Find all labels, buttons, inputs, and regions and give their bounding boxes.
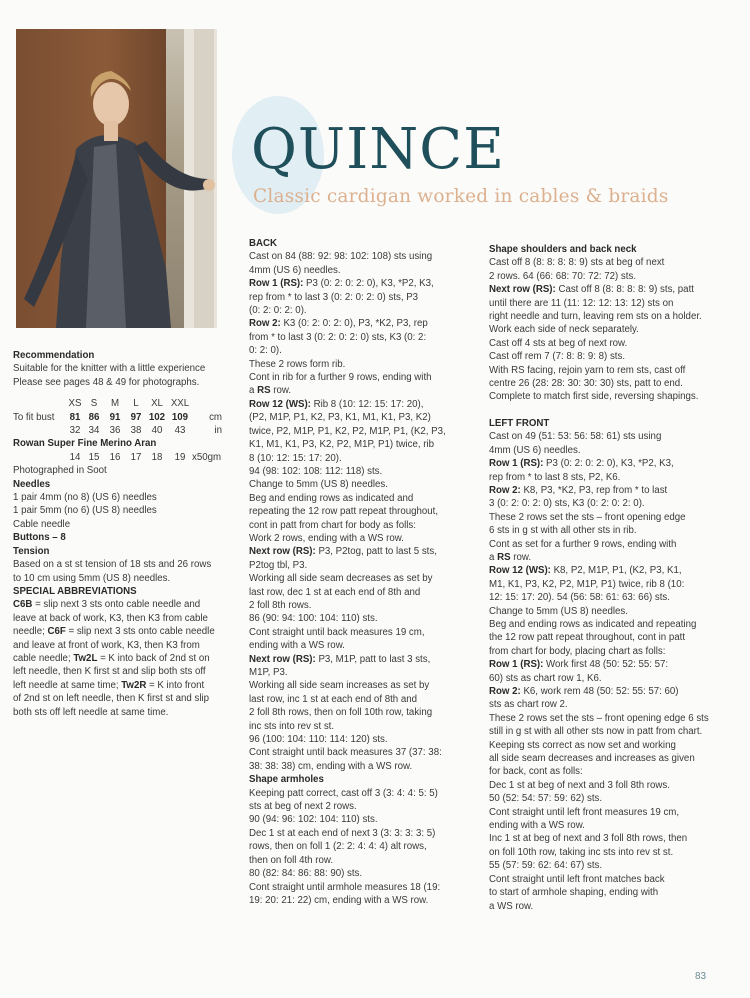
- instruction-line: Keeping patt correct, cast off 3 (3: 4: 4: 5: 5): [249, 787, 438, 799]
- yarn-table: [13, 451, 222, 464]
- instruction-line: These 2 rows form rib.: [249, 358, 346, 370]
- instruction-line: then on foll 4th row.: [249, 854, 334, 866]
- instruction-line: Next row (RS): Cast off 8 (8: 8: 8: 8: 9) sts, patt: [489, 284, 694, 296]
- instruction-line: 86 (90: 94: 100: 104: 110) sts.: [249, 613, 378, 625]
- left-front-heading: LEFT FRONT: [489, 417, 550, 429]
- size-label: XL: [151, 398, 163, 410]
- instruction-line: C6B = slip next 3 sts onto cable needle and: [13, 599, 201, 611]
- instruction-line: on foll 10th row, taking inc sts into rev st st.: [489, 846, 674, 858]
- abbreviations-list: [13, 598, 235, 719]
- armholes-instructions: [249, 787, 467, 908]
- model-photo: [16, 29, 217, 328]
- instruction-line: leave at back of work, K3, then K3 from cable: [13, 612, 208, 624]
- instruction-line: a RS row.: [249, 385, 292, 397]
- instruction-line: 19: 20: 21: 22) cm, ending with a WS row.: [249, 894, 429, 906]
- instruction-line: inc sts into rev st st.: [249, 720, 335, 732]
- fit-bust-in: 32: [69, 425, 81, 437]
- instruction-line: Cont straight until armhole measures 18 (19:: [249, 881, 441, 893]
- instruction-line: 50 (52: 54: 57: 59: 62) sts.: [489, 793, 603, 805]
- instruction-line: 55 (57: 59: 62: 64: 67) sts.: [489, 860, 603, 872]
- instruction-line: Beg and ending rows as indicated and: [249, 492, 414, 504]
- instruction-line: still in g st with all other sts now in patt from chart.: [489, 726, 703, 738]
- instruction-line: Row 2: K6, work rem 48 (50: 52: 55: 57: 60): [489, 686, 679, 697]
- instruction-line: left needle, then K first st and slip both sts off: [13, 666, 206, 678]
- fit-bust-in: 36: [109, 425, 121, 437]
- instruction-line: ending with a WS row.: [489, 820, 585, 832]
- instruction-line: repeating the 12 row patt repeat throughout,: [249, 506, 439, 518]
- instruction-line: 96 (100: 104: 110: 114: 120) sts.: [249, 734, 388, 746]
- yarn-shade: Photographed in Soot: [13, 465, 107, 477]
- instruction-line: 0: 2: 0).: [249, 345, 282, 357]
- instruction-line: sts as chart row 2.: [489, 699, 568, 711]
- instruction-line: M1P, P3.: [249, 667, 288, 678]
- shoulders-heading: Shape shoulders and back neck: [489, 244, 637, 255]
- instruction-line: Cast off 4 sts at beg of next row.: [489, 337, 628, 349]
- instruction-line: 2 foll 8th rows.: [249, 599, 312, 611]
- instruction-line: right needle and turn, leaving rem sts on a holder.: [489, 311, 702, 323]
- instruction-line: cable needle; Tw2L = K into back of 2nd st on: [13, 652, 210, 664]
- instruction-line: 94 (98: 102: 108: 112: 118) sts.: [249, 465, 383, 477]
- size-label: XS: [68, 398, 82, 410]
- size-label: L: [133, 398, 139, 410]
- fit-bust-in: 43: [174, 425, 186, 437]
- right-column: [489, 243, 714, 913]
- tension-line: to 10 cm using 5mm (US 8) needles.: [13, 572, 171, 584]
- instruction-line: 12: 15: 17: 20). 54 (56: 58: 61: 63: 66) sts.: [489, 592, 670, 604]
- yarn-heading: Rowan Super Fine Merino Aran: [13, 438, 157, 450]
- back-heading: BACK: [249, 238, 277, 249]
- instruction-line: from chart for body, placing chart as folls:: [489, 645, 666, 657]
- instruction-line: 2 rows. 64 (66: 68: 70: 72: 72) sts.: [489, 270, 637, 282]
- instruction-line: for back, cont as folls:: [489, 766, 583, 778]
- instruction-line: With RS facing, rejoin yarn to rem sts, cast off: [489, 364, 686, 376]
- instruction-line: These 2 rows set the sts – front opening edge 6 sts: [489, 712, 709, 724]
- instruction-line: needle; C6F = slip next 3 sts onto cable needle: [13, 626, 215, 638]
- instruction-line: Next row (RS): P3, P2tog, patt to last 5 sts,: [249, 546, 437, 558]
- instruction-line: Row 1 (RS): Work first 48 (50: 52: 55: 57:: [489, 659, 669, 671]
- instruction-line: (P2, M1P, P1, K2, P3, K1, M1, K1, P3, K2): [249, 412, 431, 424]
- instruction-line: Dec 1 st at beg of next and 3 foll 8th rows.: [489, 779, 670, 791]
- instruction-line: (0: 2: 0: 2: 0).: [249, 305, 307, 317]
- fit-bust-in: 34: [88, 425, 100, 437]
- recommendation-line: Please see pages 48 & 49 for photographs.: [13, 376, 200, 388]
- instruction-line: from * to last 3 (0: 2: 0: 2: 0) sts, K3 (0: 2:: [249, 331, 427, 343]
- fit-bust-cm: 86: [88, 411, 100, 423]
- yarn-count-row: [13, 451, 222, 464]
- fit-bust-cm: 91: [109, 411, 121, 423]
- size-table: [13, 397, 222, 437]
- instruction-line: all side seam decreases and increases as given: [489, 753, 695, 765]
- tension-heading: Tension: [13, 545, 50, 557]
- recommendation-line: Suitable for the knitter with a little experience: [13, 363, 206, 375]
- page-subtitle: Classic cardigan worked in cables & braids: [253, 186, 669, 207]
- instruction-line: Working all side seam increases as set by: [249, 680, 430, 692]
- instruction-line: 4mm (US 6) needles.: [489, 444, 581, 456]
- instruction-line: 2 foll 8th rows, then on foll 10th row, taking: [249, 707, 433, 719]
- back-instructions: [249, 250, 467, 773]
- fit-bust-cm: 81: [69, 411, 81, 423]
- instruction-line: Keeping sts correct as now set and working: [489, 739, 676, 751]
- instruction-line: until there are 11 (11: 12: 12: 13: 12) sts on: [489, 297, 674, 309]
- instruction-line: Cont in rib for a further 9 rows, ending with: [249, 372, 432, 384]
- yarn-count: 15: [88, 451, 100, 463]
- left-column: [13, 349, 235, 719]
- recommendation-heading: Recommendation: [13, 350, 95, 361]
- instruction-line: rows, then on foll 1 (2: 2: 4: 4: 4) alt rows,: [249, 841, 427, 853]
- instruction-line: Inc 1 st at beg of next and 3 foll 8th rows, then: [489, 833, 688, 845]
- instruction-line: Change to 5mm (US 8) needles.: [489, 605, 628, 617]
- instruction-line: Complete to match first side, reversing shapings.: [489, 391, 699, 403]
- instruction-line: Work each side of neck separately.: [489, 324, 639, 336]
- instruction-line: last row, dec 1 st at each end of 8th and: [249, 586, 421, 598]
- instruction-line: of 2nd st on left needle, then K first st and slip: [13, 693, 210, 705]
- instruction-line: last row, inc 1 st at each end of 8th and: [249, 693, 418, 705]
- unit-in: in: [214, 425, 222, 437]
- instruction-line: rep from * to last 3 (0: 2: 0: 2: 0) sts, P3: [249, 291, 419, 303]
- instruction-line: Row 2: K8, P3, *K2, P3, rep from * to last: [489, 484, 668, 496]
- fit-bust-in: 38: [130, 425, 142, 437]
- instruction-line: 4mm (US 6) needles.: [249, 264, 341, 276]
- instruction-line: Row 12 (WS): K8, P2, M1P, P1, (K2, P3, K1,: [489, 565, 682, 577]
- instruction-line: centre 26 (28: 28: 30: 30: 30) sts, patt to end.: [489, 378, 683, 390]
- model-figure: [16, 29, 217, 328]
- yarn-count: 16: [109, 451, 121, 463]
- size-label: XXL: [170, 398, 190, 410]
- instruction-line: both sts off left needle at same time.: [13, 706, 169, 718]
- fit-bust-in: 40: [151, 425, 163, 437]
- shoulders-instructions: [489, 256, 714, 403]
- needles-line: 1 pair 4mm (no 8) (US 6) needles: [13, 492, 157, 504]
- instruction-line: Beg and ending rows as indicated and repeating: [489, 618, 697, 630]
- instruction-line: 90 (94: 96: 102: 104: 110) sts.: [249, 814, 378, 826]
- instruction-line: Cast off 8 (8: 8: 8: 8: 9) sts at beg of next: [489, 257, 665, 269]
- instruction-line: Row 1 (RS): P3 (0: 2: 0: 2: 0), K3, *P2, K3,: [489, 458, 674, 470]
- yarn-count: 14: [69, 451, 81, 463]
- instruction-line: Dec 1 st at each end of next 3 (3: 3: 3: 3: 5): [249, 827, 436, 839]
- yarn-count: 17: [130, 451, 142, 463]
- instruction-line: Work 2 rows, ending with a WS row.: [249, 532, 404, 544]
- instruction-line: and leave at front of work, K3, then K3 from: [13, 639, 200, 651]
- instruction-line: 60) sts as chart row 1, K6.: [489, 672, 602, 684]
- instruction-line: Cont straight until back measures 37 (37: 38:: [249, 747, 442, 759]
- instruction-line: 38: 38: 38) cm, ending with a WS row.: [249, 760, 413, 772]
- abbreviations-heading: SPECIAL ABBREVIATIONS: [13, 585, 137, 597]
- needles-line: 1 pair 5mm (no 6) (US 8) needles: [13, 505, 157, 517]
- left-front-instructions: [489, 430, 714, 913]
- instruction-line: K1, M1, K1, P3, K2, P2, M1P, P1) twice, rib: [249, 439, 435, 451]
- instruction-line: Cast off rem 7 (7: 8: 8: 9: 8) sts.: [489, 351, 626, 363]
- instruction-line: Cont as set for a further 9 rows, ending with: [489, 538, 677, 550]
- page-title: QUINCE: [251, 117, 505, 182]
- instruction-line: 3 (0: 2: 0: 2: 0) sts, K3 (0: 2: 0: 2: 0).: [489, 498, 645, 510]
- instruction-line: M1, K1, P3, K2, P2, M1P, P1) twice, rib 8 (10:: [489, 578, 685, 590]
- yarn-count: 18: [151, 451, 163, 463]
- yarn-unit: x50gm: [192, 451, 222, 463]
- instruction-line: Row 12 (WS): Rib 8 (10: 12: 15: 17: 20),: [249, 398, 424, 410]
- instruction-line: sts at beg of next 2 rows.: [249, 801, 357, 813]
- instruction-line: 6 sts in g st with all other sts in rib.: [489, 525, 637, 537]
- middle-column: [249, 237, 467, 907]
- needles-line: Cable needle: [13, 518, 71, 530]
- instruction-line: a RS row.: [489, 551, 532, 563]
- fit-bust-cm: 109: [171, 411, 189, 423]
- instruction-line: 8 (10: 12: 15: 17: 20).: [249, 452, 342, 464]
- instruction-line: to start of armhole shaping, ending with: [489, 887, 659, 899]
- instruction-line: Cont straight until left front measures 19 cm,: [489, 806, 680, 818]
- tension-line: Based on a st st tension of 18 sts and 26 rows: [13, 559, 212, 571]
- instruction-line: P2tog tbl, P3.: [249, 559, 308, 571]
- instruction-line: Row 1 (RS): P3 (0: 2: 0: 2: 0), K3, *P2, K3,: [249, 278, 434, 290]
- instruction-line: a WS row.: [489, 900, 534, 912]
- instruction-line: cont in patt from chart for body as folls:: [249, 519, 416, 531]
- instruction-line: rep from * to last 8 sts, P2, K6.: [489, 471, 621, 483]
- fit-bust-cm: 102: [148, 411, 166, 423]
- instruction-line: Row 2: K3 (0: 2: 0: 2: 0), P3, *K2, P3, rep: [249, 318, 428, 330]
- yarn-count: 19: [174, 451, 186, 463]
- unit-cm: cm: [209, 411, 222, 423]
- fit-bust-label: To fit bust: [13, 411, 55, 423]
- instruction-line: 80 (82: 84: 86: 88: 90) sts.: [249, 868, 363, 880]
- instruction-line: left needle at same time; Tw2R = K into front: [13, 679, 205, 691]
- needles-heading: Needles: [13, 478, 51, 490]
- instruction-line: These 2 rows set the sts – front opening edge: [489, 511, 686, 523]
- instruction-line: ending with a WS row.: [249, 640, 345, 652]
- instruction-line: Cast on 49 (51: 53: 56: 58: 61) sts using: [489, 431, 662, 443]
- instruction-line: the 12 row patt repeat throughout, cont in patt: [489, 632, 686, 644]
- size-label: M: [110, 398, 120, 410]
- fit-bust-cm: 97: [130, 411, 142, 423]
- fit-bust-cm-row: [13, 411, 222, 424]
- instruction-line: Next row (RS): P3, M1P, patt to last 3 sts,: [249, 653, 431, 665]
- armholes-heading: Shape armholes: [249, 774, 324, 786]
- buttons-line: Buttons – 8: [13, 532, 66, 544]
- instruction-line: twice, P2, M1P, P1, K2, P2, M1P, P1, (K2, P3,: [249, 425, 446, 437]
- instruction-line: Cast on 84 (88: 92: 98: 102: 108) sts using: [249, 251, 433, 263]
- size-label-row: [13, 397, 222, 410]
- instruction-line: Cont straight until back measures 19 cm,: [249, 626, 425, 638]
- instruction-line: Cont straight until left front matches back: [489, 873, 665, 885]
- instruction-line: Change to 5mm (US 8) needles.: [249, 479, 388, 491]
- size-label: S: [90, 398, 98, 410]
- fit-bust-in-row: [13, 424, 222, 437]
- instruction-line: Working all side seam decreases as set by: [249, 573, 433, 585]
- page-number: 83: [695, 971, 707, 982]
